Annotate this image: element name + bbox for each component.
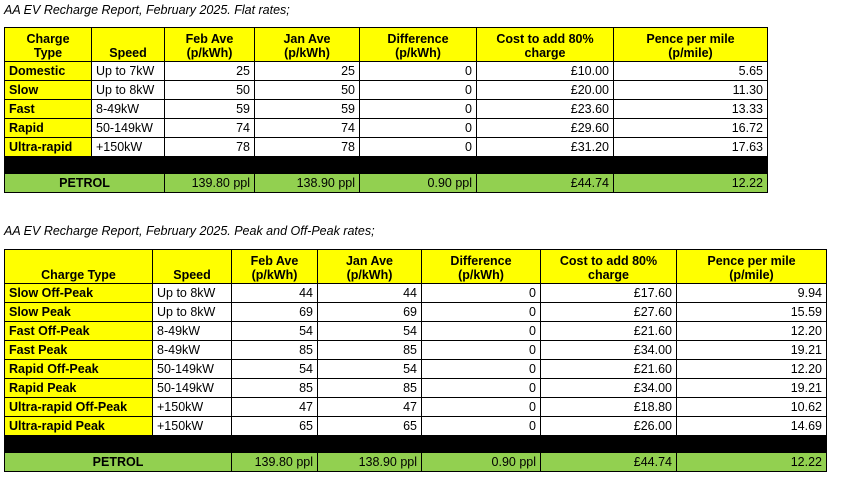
table-row	[5, 81, 768, 100]
cell-cost-80: £31.20	[477, 138, 614, 157]
cell-feb-ave: 69	[232, 303, 318, 322]
cell-pence-per-mile: 10.62	[677, 398, 827, 417]
header-difference: Difference (p/kWh)	[360, 28, 477, 62]
separator-row	[5, 436, 827, 453]
table-header-row	[5, 250, 827, 284]
cell-charge-type: Rapid Off-Peak	[5, 360, 153, 379]
petrol-cost-80: £44.74	[477, 174, 614, 193]
cell-jan-ave: 50	[255, 81, 360, 100]
cell-pence-per-mile: 9.94	[677, 284, 827, 303]
table-header-row	[5, 28, 768, 62]
cell-feb-ave: 47	[232, 398, 318, 417]
cell-charge-type: Fast	[5, 100, 92, 119]
petrol-feb-ave: 139.80 ppl	[232, 453, 318, 472]
table-row	[5, 398, 827, 417]
cell-jan-ave: 78	[255, 138, 360, 157]
table-row	[5, 303, 827, 322]
cell-charge-type: Ultra-rapid	[5, 138, 92, 157]
petrol-jan-ave: 138.90 ppl	[255, 174, 360, 193]
table-row	[5, 119, 768, 138]
header-jan-ave: Jan Ave (p/kWh)	[318, 250, 422, 284]
cell-speed: Up to 7kW	[92, 62, 165, 81]
cell-jan-ave: 85	[318, 379, 422, 398]
petrol-pence-per-mile: 12.22	[614, 174, 768, 193]
cell-pence-per-mile: 15.59	[677, 303, 827, 322]
petrol-label: PETROL	[5, 453, 232, 472]
cell-difference: 0	[422, 322, 541, 341]
cell-difference: 0	[422, 284, 541, 303]
cell-feb-ave: 25	[165, 62, 255, 81]
cell-cost-80: £21.60	[541, 322, 677, 341]
table-row	[5, 138, 768, 157]
petrol-feb-ave: 139.80 ppl	[165, 174, 255, 193]
cell-cost-80: £18.80	[541, 398, 677, 417]
petrol-cost-80: £44.74	[541, 453, 677, 472]
cell-jan-ave: 44	[318, 284, 422, 303]
cell-speed: Up to 8kW	[153, 284, 232, 303]
cell-cost-80: £21.60	[541, 360, 677, 379]
header-feb-ave: Feb Ave (p/kWh)	[165, 28, 255, 62]
cell-jan-ave: 69	[318, 303, 422, 322]
cell-jan-ave: 74	[255, 119, 360, 138]
separator-bar	[5, 436, 827, 453]
cell-pence-per-mile: 11.30	[614, 81, 768, 100]
cell-charge-type: Ultra-rapid Peak	[5, 417, 153, 436]
header-pence-per-mile: Pence per mile (p/mile)	[614, 28, 768, 62]
cell-feb-ave: 74	[165, 119, 255, 138]
cell-jan-ave: 65	[318, 417, 422, 436]
cell-speed: 8-49kW	[153, 341, 232, 360]
cell-pence-per-mile: 19.21	[677, 341, 827, 360]
header-cost-80: Cost to add 80% charge	[477, 28, 614, 62]
cell-difference: 0	[360, 62, 477, 81]
petrol-difference: 0.90 ppl	[360, 174, 477, 193]
cell-speed: +150kW	[153, 398, 232, 417]
cell-jan-ave: 85	[318, 341, 422, 360]
cell-feb-ave: 85	[232, 341, 318, 360]
cell-charge-type: Fast Peak	[5, 341, 153, 360]
cell-speed: 50-149kW	[153, 379, 232, 398]
cell-charge-type: Rapid Peak	[5, 379, 153, 398]
cell-difference: 0	[422, 398, 541, 417]
petrol-difference: 0.90 ppl	[422, 453, 541, 472]
header-cost-80: Cost to add 80% charge	[541, 250, 677, 284]
cell-jan-ave: 47	[318, 398, 422, 417]
cell-difference: 0	[360, 100, 477, 119]
header-charge-type: Charge Type	[5, 250, 153, 284]
cell-difference: 0	[422, 417, 541, 436]
table-row	[5, 62, 768, 81]
cell-cost-80: £27.60	[541, 303, 677, 322]
cell-cost-80: £10.00	[477, 62, 614, 81]
cell-pence-per-mile: 5.65	[614, 62, 768, 81]
peak-offpeak-table	[4, 249, 827, 472]
cell-jan-ave: 25	[255, 62, 360, 81]
cell-difference: 0	[422, 379, 541, 398]
cell-speed: +150kW	[92, 138, 165, 157]
cell-pence-per-mile: 17.63	[614, 138, 768, 157]
cell-pence-per-mile: 14.69	[677, 417, 827, 436]
cell-speed: 8-49kW	[153, 322, 232, 341]
table-row	[5, 341, 827, 360]
peak-offpeak-caption: AA EV Recharge Report, February 2025. Peak and Off-Peak rates;	[4, 224, 375, 238]
petrol-jan-ave: 138.90 ppl	[318, 453, 422, 472]
petrol-label: PETROL	[5, 174, 165, 193]
cell-speed: Up to 8kW	[153, 303, 232, 322]
cell-difference: 0	[360, 81, 477, 100]
cell-feb-ave: 59	[165, 100, 255, 119]
header-feb-ave: Feb Ave (p/kWh)	[232, 250, 318, 284]
cell-speed: +150kW	[153, 417, 232, 436]
petrol-pence-per-mile: 12.22	[677, 453, 827, 472]
header-pence-per-mile: Pence per mile (p/mile)	[677, 250, 827, 284]
cell-pence-per-mile: 13.33	[614, 100, 768, 119]
cell-charge-type: Domestic	[5, 62, 92, 81]
header-charge-type: Charge Type	[5, 28, 92, 62]
table-row	[5, 379, 827, 398]
table-row	[5, 360, 827, 379]
petrol-row	[5, 453, 827, 472]
header-speed: Speed	[92, 28, 165, 62]
cell-cost-80: £26.00	[541, 417, 677, 436]
cell-feb-ave: 44	[232, 284, 318, 303]
cell-jan-ave: 59	[255, 100, 360, 119]
cell-feb-ave: 65	[232, 417, 318, 436]
flat-rates-table	[4, 27, 768, 193]
cell-charge-type: Slow Peak	[5, 303, 153, 322]
header-jan-ave: Jan Ave (p/kWh)	[255, 28, 360, 62]
cell-difference: 0	[422, 360, 541, 379]
cell-speed: Up to 8kW	[92, 81, 165, 100]
cell-jan-ave: 54	[318, 360, 422, 379]
flat-rates-caption: AA EV Recharge Report, February 2025. Flat rates;	[4, 3, 290, 17]
cell-difference: 0	[422, 303, 541, 322]
cell-jan-ave: 54	[318, 322, 422, 341]
cell-feb-ave: 50	[165, 81, 255, 100]
cell-cost-80: £34.00	[541, 379, 677, 398]
cell-cost-80: £34.00	[541, 341, 677, 360]
table-row	[5, 417, 827, 436]
cell-cost-80: £20.00	[477, 81, 614, 100]
separator-bar	[5, 157, 768, 174]
cell-pence-per-mile: 16.72	[614, 119, 768, 138]
cell-speed: 8-49kW	[92, 100, 165, 119]
cell-feb-ave: 85	[232, 379, 318, 398]
cell-difference: 0	[360, 138, 477, 157]
cell-feb-ave: 54	[232, 322, 318, 341]
cell-difference: 0	[422, 341, 541, 360]
cell-charge-type: Slow	[5, 81, 92, 100]
cell-speed: 50-149kW	[92, 119, 165, 138]
cell-charge-type: Rapid	[5, 119, 92, 138]
separator-row	[5, 157, 768, 174]
cell-pence-per-mile: 19.21	[677, 379, 827, 398]
cell-charge-type: Fast Off-Peak	[5, 322, 153, 341]
cell-feb-ave: 78	[165, 138, 255, 157]
cell-difference: 0	[360, 119, 477, 138]
petrol-row	[5, 174, 768, 193]
cell-cost-80: £17.60	[541, 284, 677, 303]
header-difference: Difference (p/kWh)	[422, 250, 541, 284]
table-row	[5, 284, 827, 303]
table-row	[5, 100, 768, 119]
cell-speed: 50-149kW	[153, 360, 232, 379]
cell-pence-per-mile: 12.20	[677, 360, 827, 379]
table-row	[5, 322, 827, 341]
cell-charge-type: Ultra-rapid Off-Peak	[5, 398, 153, 417]
cell-feb-ave: 54	[232, 360, 318, 379]
cell-cost-80: £23.60	[477, 100, 614, 119]
cell-charge-type: Slow Off-Peak	[5, 284, 153, 303]
cell-cost-80: £29.60	[477, 119, 614, 138]
header-speed: Speed	[153, 250, 232, 284]
cell-pence-per-mile: 12.20	[677, 322, 827, 341]
